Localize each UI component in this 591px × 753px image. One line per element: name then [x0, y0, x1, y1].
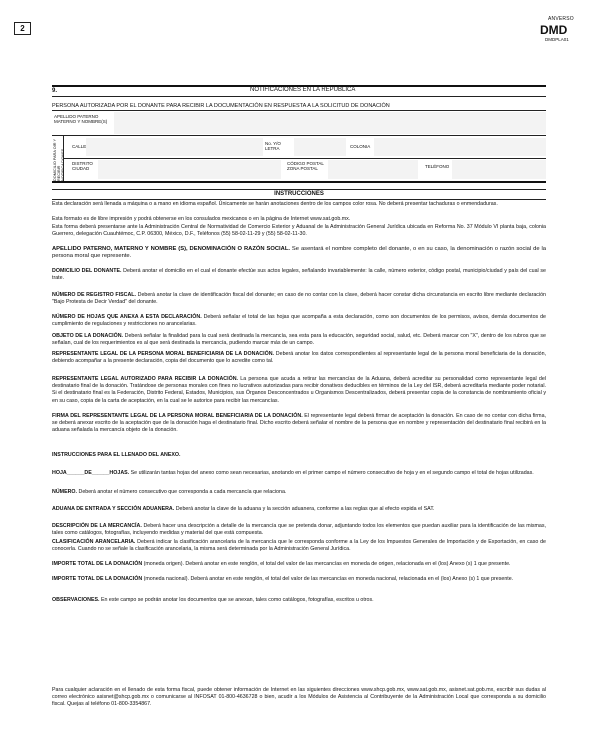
form-subcode: DMDPLA01 [545, 37, 569, 42]
anexo-paragraph: CLASIFICACIÓN ARANCELARIA. Deberá indicar la clasificación arancelaria de la mercancía que le corresponda conforme a la Ley de los Impuestos Generales de Importación y de Exportación, en caso de conocerla. Cuando no se señale la clasificación arancelaria, la misma será determinada por la Administración General Jurídica. [52, 539, 546, 553]
footer-help-text: Para cualquier aclaración en el llenado de esta forma fiscal, puede obtener información de Internet en las siguientes direcciones www.shcp.gob.mx, www.sat.gob.mx, asisnet.sat.gob.mx, escribir sus dudas al correo electrónico asisnet@shcp.gob.mx o comunicarse al INFOSAT 01-800-4636728 o bien, acudir a los Módulos de Asistencia al Contribuyente de la Administración Local que corresponda a su domicilio fiscal. Quejas al teléfono 01-800-3354867. [52, 687, 546, 708]
numero-letra-input[interactable] [294, 138, 346, 156]
anexo-paragraph: NÚMERO. Deberá anotar el número consecutivo que corresponda a cada mercancía que relaciona. [52, 489, 287, 495]
form-code: DMD [540, 23, 568, 37]
authorized-person-label: PERSONA AUTORIZADA POR EL DONANTE PARA RECIBIR LA DOCUMENTACIÓN EN RESPUESTA A LA SOLICITUD DE DONACIÓN [52, 103, 390, 109]
section-title: NOTIFICACIONES EN LA REPÚBLICA [250, 87, 356, 93]
instructions-title-rule [52, 199, 546, 200]
name-row-rule [52, 135, 546, 136]
anverso-label: ANVERSO [548, 16, 574, 22]
anexo-paragraph: OBSERVACIONES. En este campo se podrán anotar los documentos que se anexan, tales como catálogos, fotografías, escritos u otros. [52, 597, 374, 603]
anexo-paragraph: HOJA______DE______HOJAS. Se utilizarán tantas hojas del anexo como sean necesarias, anotando en el primer campo el número consecutivo de hoja y en el segundo campo el total de hojas utilizadas. [52, 470, 534, 476]
instruction-paragraph: DOMICILIO DEL DONANTE. Deberá anotar el domicilio en el cual el donante efectúe sus actos legales, señalando invariablemente: la calle, número exterior, código postal, municipio/ciudad y país del cual se trate. [52, 268, 547, 282]
anexo-paragraph: ADUANA DE ENTRADA Y SECCIÓN ADUANERA. Deberá anotar la clave de la aduana y la sección aduanera, conforme a las reglas que al efecto expida el SAT. [52, 506, 435, 512]
subtitle-rule [52, 110, 546, 111]
instruction-paragraph: OBJETO DE LA DONACIÓN. Deberá señalar la finalidad para la cual será destinada la mercancía, sea esta para la educación, seguridad social, salud, etc. Deberá marcar con "X", dentro de los rubros que se señalan, cual de los requerimientos es al que será destinada la mercancía, pudiendo marcar más de un campo. [52, 333, 546, 347]
codigo-postal-label: CÓDIGO POSTAL ZONA POSTAL [287, 161, 324, 171]
colonia-input[interactable] [374, 138, 546, 156]
instructions-title: INSTRUCCIONES [274, 191, 324, 197]
instruction-paragraph: NÚMERO DE HOJAS QUE ANEXA A ESTA DECLARACIÓN. Deberá señalar el total de las hojas que acompaña a esta declaración, como son documentos de los permisos, avisos, demás documentos de cumplimiento de regulaciones y restricciones no arancelarias. [52, 314, 546, 328]
name-input[interactable] [114, 112, 546, 134]
instruction-paragraph: Esta formato es de libre impresión y podrá obtenerse en los consulados mexicanos o en la página de Internet www.sat.gob.mx. [52, 216, 351, 222]
numero-letra-label: No. Y/O LETRA [265, 141, 281, 151]
telefono-label: TELÉFONO [425, 164, 450, 169]
distrito-input[interactable] [98, 160, 281, 179]
instruction-paragraph: Esta declaración será llenada a máquina o a mano en idioma español. Únicamente se harán anotaciones dentro de los campos color rosa. No deberá presentar tachaduras o enmendaduras. [52, 201, 498, 207]
instruction-paragraph: REPRESENTANTE LEGAL DE LA PERSONA MORAL BENEFICIARIA DE LA DONACIÓN. Deberá anotar los datos correspondientes al representante legal de la persona moral beneficiaria de la donación, debiendo acompañar a la presente declaración, copia del documento que lo acredite como tal. [52, 351, 547, 365]
anexo-paragraph: DESCRIPCIÓN DE LA MERCANCÍA. Deberá hacer una descripción a detalle de la mercancía que se pretenda donar, adjuntando todos los elementos que puedan auxiliar para la identificación de las mismas, tales como catálogos, fotografías, incluyendo medidas y material del que está compuesta. [52, 523, 546, 537]
instructions-top-rule [52, 189, 546, 190]
instruction-paragraph: APELLIDO PATERNO, MATERNO Y NOMBRE (S), DENOMINACIÓN O RAZÓN SOCIAL. Se asentará el nombre completo del donante, o en su caso, la denominación o razón social de la persona moral que represente. [52, 246, 546, 260]
codigo-postal-input[interactable] [328, 160, 418, 179]
instruction-paragraph: NÚMERO DE REGISTRO FISCAL. Deberá anotar la clave de identificación fiscal del donante; en caso de no contar con la clave, deberá hacer constar dicha circunstancia en escrito libre mediante declaración "Bajo Protesta de Decir Verdad" del donante. [52, 292, 546, 306]
anexo-paragraph: IMPORTE TOTAL DE LA DONACIÓN (moneda nacional). Deberá anotar en este renglón, el total del valor de las mercancías en moneda nacional, relacionada en el (los) Anexo (s) 1 que presente. [52, 576, 514, 582]
section-number: 9. [52, 88, 58, 94]
calle-label: CALLE [72, 144, 87, 149]
anexo-instructions-title: INSTRUCCIONES PARA EL LLENADO DEL ANEXO. [52, 452, 181, 458]
address-side-label: DOMICILIO PARA OÍR Y RECIBIR [53, 139, 61, 181]
section-bottom-rule [52, 181, 546, 183]
name-field-label: APELLIDO PATERNO MATERNO Y NOMBRE(S) [54, 114, 108, 124]
instruction-paragraph: REPRESENTANTE LEGAL AUTORIZADO PARA RECIBIR LA DONACIÓN. La persona que acuda a retirar las mercancías de la Aduana, deberá acreditar su personalidad como representante legal del destinatario final de la donación. Tratándose de personas morales con fines no lucrativos autorizadas para recibir donativos deducibles en términos de la Ley del ISR, deberá acreditarla mediante poder notarial. Si el destinatario final es la Federación, Distrito Federal, Estados, Municipios, sus Órganos Desconcentrados u Organismos Descentralizados, deberá presentar copia de la constancia de nombramiento oficial y en su caso, copia de la carta de aceptación, en la cual se le autorice para recibir las mercancías. [52, 376, 546, 404]
section-title-rule [52, 96, 546, 97]
page-number-box: 2 [14, 22, 31, 35]
address-mid-rule [64, 158, 546, 159]
telefono-input[interactable] [452, 160, 546, 179]
instruction-paragraph: FIRMA DEL REPRESENTANTE LEGAL DE LA PERSONA MORAL BENEFICIARIA DE LA DONACIÓN. El representante legal deberá firmar de aceptación la donación. En caso de no contar con dicha firma, se deberá anexar escrito de la aceptación que de la donación haga el destinatario final. Dicho escrito deberá señalar el nombre de la persona que en nombre y representación del destinatario final recibirá en la aduana señalada la mercancía objeto de la donación. [52, 413, 547, 434]
calle-input[interactable] [86, 138, 263, 156]
anexo-paragraph: IMPORTE TOTAL DE LA DONACIÓN (moneda origen). Deberá anotar en este renglón, el total del valor de las mercancías en moneda de origen, relacionada en el (los) Anexo (s) 1 que presente. [52, 561, 511, 567]
distrito-label: DISTRITO CIUDAD [72, 161, 93, 171]
colonia-label: COLONIA [350, 144, 371, 149]
instruction-paragraph: Esta forma deberá presentarse ante la Administración Central de Normatividad de Comercio Exterior y Aduanal de la Administración General Jurídica ubicada en Reforma No. 37 Módulo VI planta baja, colonia Guerrero, delegación Cuauhtémoc, C.P. 06300, México, D.F., Teléfonos (55) 58-02-11-29 y (55) 58-02-11-30. [52, 224, 546, 238]
